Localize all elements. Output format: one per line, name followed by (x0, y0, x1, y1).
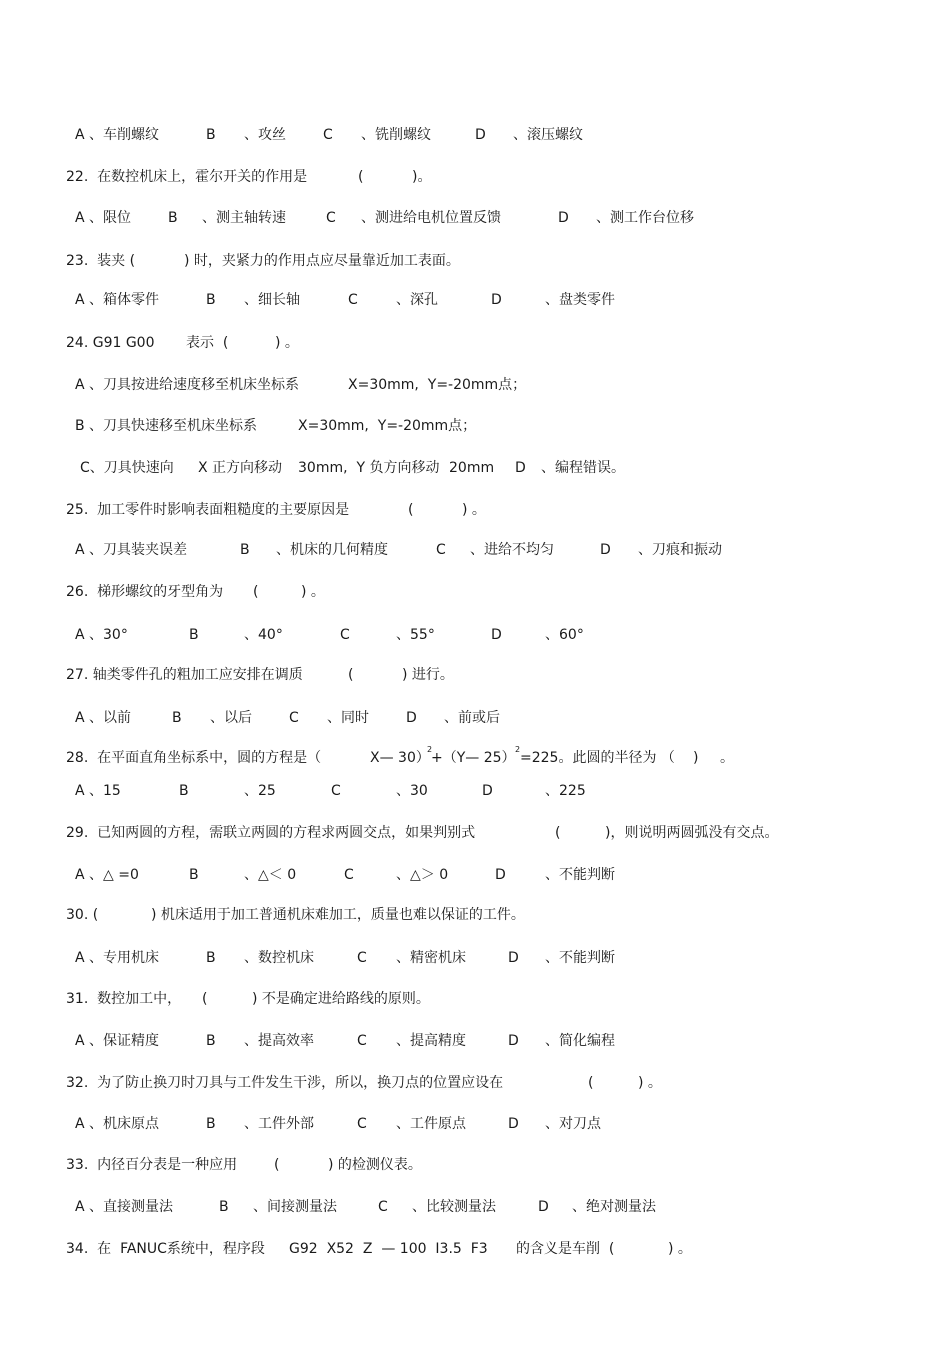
question-text-rest: ) 不是确定进给路线的原则。 (252, 991, 430, 1007)
option-d-text: 、60° (545, 627, 584, 643)
option-c-text: 、铣削螺纹 (361, 127, 431, 143)
option-c-letter: C (357, 950, 367, 966)
equation-part-x: X— 30） (370, 750, 430, 766)
question-text-mid: 的含义是车削 ( (516, 1241, 615, 1257)
option-a: A 、专用机床 (75, 950, 160, 966)
blank-open: ( (253, 584, 259, 600)
option-c-text: 、△＞ 0 (396, 867, 449, 883)
option-c-letter: C (326, 210, 336, 226)
option-c-letter: C (378, 1199, 388, 1215)
option-b-letter: B (206, 950, 216, 966)
blank-close: ) 。 (638, 1075, 662, 1091)
question-text: 24. G91 G00 (66, 335, 155, 351)
blank-close: ) 。 (462, 502, 486, 518)
question-21-options (0, 126, 583, 144)
option-d-letter: D (495, 867, 506, 883)
question-text-rest: =225。此圆的半径为 （ (520, 750, 675, 766)
option-c-letter: C (344, 867, 354, 883)
question-24-option-b (0, 417, 477, 435)
option-d-letter: D (538, 1199, 549, 1215)
option-d-letter: D (482, 783, 493, 799)
option-b-text: 、提高效率 (244, 1033, 314, 1049)
option-d-text: 、绝对测量法 (572, 1199, 656, 1215)
option-b-letter: B (189, 867, 199, 883)
question-text-rest: ) 时，夹紧力的作用点应尽量靠近加工表面。 (184, 253, 460, 269)
option-b-text: 、以后 (210, 710, 252, 726)
question-text: 32. 为了防止换刀时刀具与工件发生干涉，所以，换刀点的位置应设在 (66, 1075, 504, 1091)
option-b-coords: X=30mm, Y=-20mm点； (298, 418, 477, 434)
option-a: A 、直接测量法 (75, 1199, 174, 1215)
blank-open: ( (408, 502, 414, 518)
blank-open: ( (555, 825, 561, 841)
blank-open: ( (358, 169, 364, 185)
question-text-rest: ) 机床适用于加工普通机床难加工，质量也难以保证的工件。 (151, 907, 525, 923)
blank-open: ( (202, 991, 208, 1007)
option-a: A 、机床原点 (75, 1116, 160, 1132)
question-text: 30. ( (66, 907, 99, 923)
option-a: A 、箱体零件 (75, 292, 160, 308)
option-c-text: 、工件原点 (396, 1116, 466, 1132)
option-d-text: 、不能判断 (545, 950, 615, 966)
option-c-letter: C (357, 1033, 367, 1049)
question-text: 28. 在平面直角坐标系中，圆的方程是（ (66, 750, 322, 766)
option-d-text: 、前或后 (444, 710, 500, 726)
question-33 (0, 1156, 422, 1174)
option-b-text: 、数控机床 (244, 950, 314, 966)
option-c-letter: C (289, 710, 299, 726)
question-text: 22. 在数控机床上，霍尔开关的作用是 (66, 169, 308, 185)
blank-close: )，则说明两圆弧没有交点。 (605, 825, 779, 841)
option-b-letter: B (168, 210, 178, 226)
option-d-text: 、编程错误。 (541, 460, 625, 476)
question-28-options (0, 782, 586, 800)
option-b-letter: B (206, 127, 216, 143)
option-c: C、刀具快速向 (80, 460, 174, 476)
exponent-y: 2 (515, 745, 521, 754)
question-text: 26. 梯形螺纹的牙型角为 (66, 584, 224, 600)
option-d-letter: D (406, 710, 417, 726)
blank-close: ) 进行。 (402, 667, 454, 683)
option-b-letter: B (189, 627, 199, 643)
question-text: 34. 在 FANUC系统中，程序段 (66, 1241, 265, 1257)
option-a-coords: X=30mm, Y=-20mm点； (348, 377, 527, 393)
option-a: A 、30° (75, 627, 128, 643)
question-26 (0, 583, 325, 601)
option-d-letter: D (475, 127, 486, 143)
blank-open: ( (348, 667, 354, 683)
blank-close: ) 。 (275, 335, 299, 351)
option-b-letter: B (172, 710, 182, 726)
option-c-y: 30mm, Y 负方向移动 (298, 460, 440, 476)
question-24-option-cd (0, 459, 625, 477)
question-end: 。 (720, 750, 734, 766)
option-b: B 、刀具快速移至机床坐标系 (75, 418, 258, 434)
option-b-text: 、测主轴转速 (202, 210, 286, 226)
question-24 (0, 334, 299, 352)
question-28 (0, 745, 734, 767)
blank-open: ( (588, 1075, 594, 1091)
option-d-letter: D (558, 210, 569, 226)
question-text: 33. 内径百分表是一种应用 (66, 1157, 238, 1173)
question-30 (0, 906, 525, 924)
option-d-text: 、对刀点 (545, 1116, 601, 1132)
option-c-text: 、深孔 (396, 292, 438, 308)
question-24-option-a (0, 376, 527, 394)
option-b-text: 、间接测量法 (253, 1199, 337, 1215)
option-b-letter: B (179, 783, 189, 799)
question-33-options (0, 1198, 656, 1216)
question-22 (0, 168, 432, 186)
option-d-text: 、225 (545, 783, 586, 799)
option-c-letter: C (436, 542, 446, 558)
blank-open: ( (274, 1157, 280, 1173)
blank-close: )。 (412, 169, 432, 185)
question-30-options (0, 949, 615, 967)
option-c-text: 、55° (396, 627, 435, 643)
question-text: 23. 装夹 ( (66, 253, 136, 269)
question-text-rest: ) 的检测仪表。 (328, 1157, 422, 1173)
option-c-text: 、进给不均匀 (470, 542, 554, 558)
question-22-options (0, 209, 694, 227)
question-27-options (0, 709, 500, 727)
option-d-letter: D (491, 292, 502, 308)
option-a: A 、车削螺纹 (75, 127, 160, 143)
option-b-letter: B (206, 292, 216, 308)
option-b-text: 、工件外部 (244, 1116, 314, 1132)
program-block: G92 X52 Z — 100 I3.5 F3 (289, 1241, 488, 1257)
option-c-dist: 20mm (449, 460, 495, 476)
option-c-letter: C (348, 292, 358, 308)
option-a: A 、15 (75, 783, 121, 799)
option-d-text: 、滚压螺纹 (513, 127, 583, 143)
question-31-options (0, 1032, 615, 1050)
option-c-text: 、精密机床 (396, 950, 466, 966)
question-23 (0, 252, 460, 270)
question-25 (0, 501, 486, 519)
option-b-text: 、攻丝 (244, 127, 286, 143)
option-b-text: 、25 (244, 783, 276, 799)
question-text-mid: 表示 ( (186, 335, 229, 351)
question-29-options (0, 866, 615, 884)
option-c-x: X 正方向移动 (198, 460, 283, 476)
option-b-text: 、机床的几何精度 (276, 542, 388, 558)
option-b-letter: B (219, 1199, 229, 1215)
question-23-options (0, 291, 615, 309)
option-a: A 、限位 (75, 210, 132, 226)
option-d-text: 、简化编程 (545, 1033, 615, 1049)
question-25-options (0, 541, 722, 559)
question-text: 31. 数控加工中， (66, 991, 182, 1007)
option-c-text: 、测进给电机位置反馈 (361, 210, 501, 226)
question-32 (0, 1074, 662, 1092)
option-c-letter: C (340, 627, 350, 643)
option-c-letter: C (357, 1116, 367, 1132)
equation-part-y: +（Y— 25） (431, 750, 516, 766)
option-b-letter: B (206, 1033, 216, 1049)
blank-close: ) (693, 750, 699, 766)
question-27 (0, 666, 454, 684)
option-d-letter: D (491, 627, 502, 643)
question-29 (0, 824, 779, 842)
question-26-options (0, 626, 584, 644)
option-c-text: 、30 (396, 783, 428, 799)
question-text: 27. 轴类零件孔的粗加工应安排在调质 (66, 667, 303, 683)
option-b-text: 、细长轴 (244, 292, 300, 308)
question-text: 25. 加工零件时影响表面粗糙度的主要原因是 (66, 502, 350, 518)
option-d-letter: D (508, 1116, 519, 1132)
option-d-text: 、测工作台位移 (596, 210, 694, 226)
blank-close: ) 。 (301, 584, 325, 600)
option-c-letter: C (331, 783, 341, 799)
option-c-text: 、提高精度 (396, 1033, 466, 1049)
option-d-letter: D (508, 950, 519, 966)
question-31 (0, 990, 430, 1008)
option-b-text: 、△＜ 0 (244, 867, 297, 883)
question-32-options (0, 1115, 601, 1133)
option-b-letter: B (206, 1116, 216, 1132)
option-a: A 、△ =0 (75, 867, 139, 883)
option-d-text: 、不能判断 (545, 867, 615, 883)
option-c-text: 、同时 (327, 710, 369, 726)
blank-close: ) 。 (668, 1241, 692, 1257)
option-b-text: 、40° (244, 627, 283, 643)
exponent-x: 2 (427, 745, 433, 754)
option-a: A 、刀具按进给速度移至机床坐标系 (75, 377, 300, 393)
option-c-letter: C (323, 127, 333, 143)
question-34 (0, 1240, 692, 1258)
option-d-text: 、盘类零件 (545, 292, 615, 308)
option-d-letter: D (515, 460, 526, 476)
option-c-text: 、比较测量法 (412, 1199, 496, 1215)
option-a: A 、刀具装夹误差 (75, 542, 188, 558)
option-d-letter: D (508, 1033, 519, 1049)
question-text: 29. 已知两圆的方程，需联立两圆的方程求两圆交点，如果判别式 (66, 825, 476, 841)
option-a: A 、以前 (75, 710, 132, 726)
option-b-letter: B (240, 542, 250, 558)
option-d-text: 、刀痕和振动 (638, 542, 722, 558)
option-d-letter: D (600, 542, 611, 558)
option-a: A 、保证精度 (75, 1033, 160, 1049)
